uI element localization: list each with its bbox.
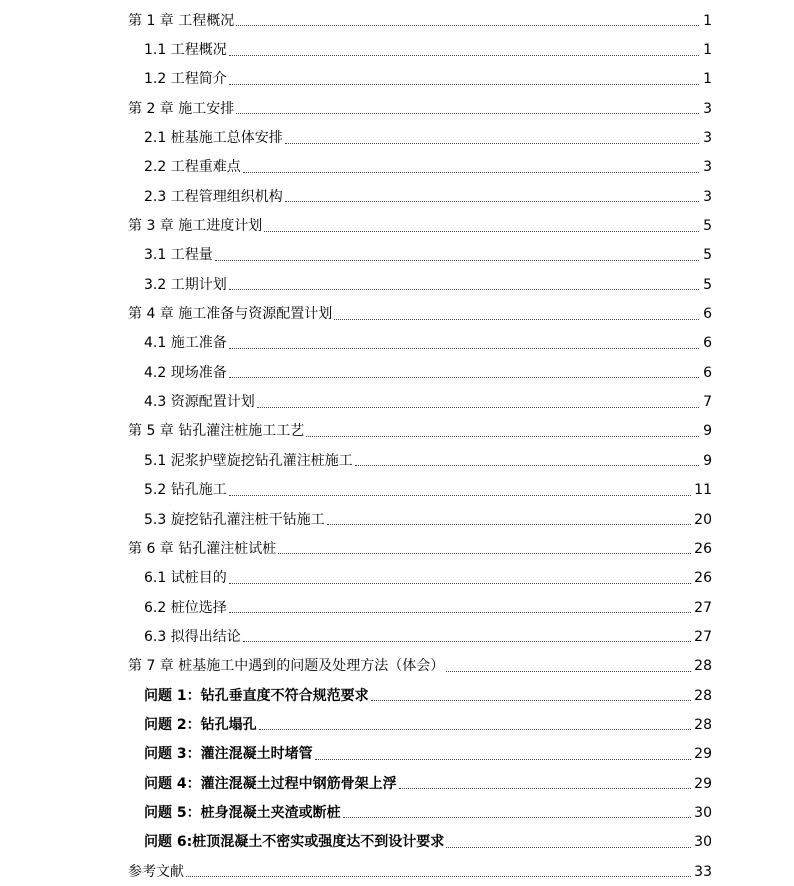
toc-dot-leader bbox=[355, 465, 699, 466]
toc-entry-title: 问题 5：桩身混凝土夹渣或断桩 bbox=[144, 804, 341, 821]
toc-dot-leader bbox=[446, 671, 691, 672]
toc-entry-title: 问题 1：钻孔垂直度不符合规范要求 bbox=[144, 687, 369, 704]
toc-section-entry[interactable] bbox=[128, 505, 712, 534]
toc-entry-title: 问题 2：钻孔塌孔 bbox=[144, 716, 257, 733]
toc-dot-leader bbox=[229, 495, 691, 496]
toc-entry-page-number: 3 bbox=[703, 130, 712, 147]
toc-entry-page-number: 6 bbox=[703, 335, 712, 352]
toc-entry-page-number: 5 bbox=[703, 276, 712, 293]
toc-entry-title: 问题 4：灌注混凝土过程中钢筋骨架上浮 bbox=[144, 775, 397, 792]
toc-entry-title: 4.3 资源配置计划 bbox=[144, 394, 255, 411]
toc-section-entry[interactable] bbox=[128, 182, 712, 211]
toc-section-entry[interactable] bbox=[128, 387, 712, 416]
toc-section-entry[interactable] bbox=[128, 270, 712, 299]
toc-entry-title: 4.1 施工准备 bbox=[144, 335, 227, 352]
toc-section-entry[interactable] bbox=[128, 828, 712, 857]
toc-entry-page-number: 1 bbox=[703, 71, 712, 88]
toc-entry-page-number: 30 bbox=[694, 834, 712, 851]
toc-entry-page-number: 27 bbox=[694, 628, 712, 645]
toc-section-entry[interactable] bbox=[128, 798, 712, 827]
toc-section-entry[interactable] bbox=[128, 65, 712, 94]
toc-dot-leader bbox=[229, 612, 691, 613]
toc-dot-leader bbox=[306, 436, 699, 437]
toc-dot-leader bbox=[278, 553, 691, 554]
toc-entry-title: 第 3 章 施工进度计划 bbox=[128, 218, 263, 235]
toc-section-entry[interactable] bbox=[128, 710, 712, 739]
toc-chapter-entry[interactable] bbox=[128, 211, 712, 240]
toc-entry-page-number: 9 bbox=[703, 452, 712, 469]
toc-entry-title: 参考文献 bbox=[128, 863, 184, 880]
toc-section-entry[interactable] bbox=[128, 241, 712, 270]
toc-entry-page-number: 6 bbox=[703, 306, 712, 323]
toc-entry-page-number: 5 bbox=[703, 218, 712, 235]
toc-section-entry[interactable] bbox=[128, 622, 712, 651]
toc-dot-leader bbox=[285, 201, 699, 202]
toc-section-entry[interactable] bbox=[128, 681, 712, 710]
toc-entry-page-number: 27 bbox=[694, 599, 712, 616]
toc-entry-title: 6.3 拟得出结论 bbox=[144, 628, 241, 645]
toc-entry-title: 3.1 工程量 bbox=[144, 247, 213, 264]
toc-chapter-entry[interactable] bbox=[128, 534, 712, 563]
toc-dot-leader bbox=[229, 84, 699, 85]
toc-section-entry[interactable] bbox=[128, 564, 712, 593]
toc-entry-title: 3.2 工期计划 bbox=[144, 276, 227, 293]
toc-dot-leader bbox=[215, 260, 699, 261]
toc-entry-page-number: 11 bbox=[694, 482, 712, 499]
toc-entry-page-number: 9 bbox=[703, 423, 712, 440]
toc-entry-title: 问题 3：灌注混凝土时堵管 bbox=[144, 746, 313, 763]
toc-entry-page-number: 5 bbox=[703, 247, 712, 264]
toc-entry-title: 1.1 工程概况 bbox=[144, 42, 227, 59]
table-of-contents bbox=[128, 6, 712, 886]
toc-dot-leader bbox=[229, 583, 691, 584]
toc-dot-leader bbox=[257, 407, 699, 408]
toc-dot-leader bbox=[186, 876, 691, 877]
toc-section-entry[interactable] bbox=[128, 446, 712, 475]
toc-dot-leader bbox=[327, 524, 691, 525]
toc-entry-title: 6.1 试桩目的 bbox=[144, 570, 227, 587]
toc-entry-title: 5.2 钻孔施工 bbox=[144, 482, 227, 499]
toc-dot-leader bbox=[334, 319, 699, 320]
toc-entry-title: 2.1 桩基施工总体安排 bbox=[144, 130, 283, 147]
toc-entry-title: 1.2 工程简介 bbox=[144, 71, 227, 88]
toc-section-entry[interactable] bbox=[128, 593, 712, 622]
toc-entry-title: 2.2 工程重难点 bbox=[144, 159, 241, 176]
toc-dot-leader bbox=[243, 172, 699, 173]
toc-entry-page-number: 20 bbox=[694, 511, 712, 528]
toc-section-entry[interactable] bbox=[128, 123, 712, 152]
toc-entry-page-number: 1 bbox=[703, 42, 712, 59]
toc-section-entry[interactable] bbox=[128, 476, 712, 505]
toc-dot-leader bbox=[229, 348, 699, 349]
toc-dot-leader bbox=[229, 377, 699, 378]
toc-dot-leader bbox=[264, 231, 699, 232]
toc-entry-page-number: 26 bbox=[694, 570, 712, 587]
toc-chapter-entry[interactable] bbox=[128, 6, 712, 35]
toc-dot-leader bbox=[446, 847, 691, 848]
toc-dot-leader bbox=[343, 817, 692, 818]
toc-entry-page-number: 26 bbox=[694, 540, 712, 557]
toc-entry-title: 第 5 章 钻孔灌注桩施工工艺 bbox=[128, 423, 305, 440]
toc-entry-page-number: 28 bbox=[694, 687, 712, 704]
toc-dot-leader bbox=[315, 759, 692, 760]
toc-dot-leader bbox=[243, 641, 691, 642]
toc-section-entry[interactable] bbox=[128, 35, 712, 64]
toc-section-entry[interactable] bbox=[128, 329, 712, 358]
toc-chapter-entry[interactable] bbox=[128, 417, 712, 446]
toc-dot-leader bbox=[285, 143, 699, 144]
toc-entry-title: 4.2 现场准备 bbox=[144, 364, 227, 381]
toc-dot-leader bbox=[371, 700, 692, 701]
toc-dot-leader bbox=[229, 55, 699, 56]
toc-entry-page-number: 3 bbox=[703, 100, 712, 117]
toc-entry-page-number: 28 bbox=[694, 658, 712, 675]
toc-chapter-entry[interactable] bbox=[128, 299, 712, 328]
toc-section-entry[interactable] bbox=[128, 740, 712, 769]
toc-entry-title: 第 6 章 钻孔灌注桩试桩 bbox=[128, 540, 277, 557]
toc-dot-leader bbox=[236, 25, 699, 26]
toc-entry-page-number: 29 bbox=[694, 746, 712, 763]
toc-entry-title: 2.3 工程管理组织机构 bbox=[144, 188, 283, 205]
toc-entry-title: 第 7 章 桩基施工中遇到的问题及处理方法（体会） bbox=[128, 658, 445, 675]
toc-chapter-entry[interactable] bbox=[128, 94, 712, 123]
toc-entry-page-number: 30 bbox=[694, 804, 712, 821]
toc-section-entry[interactable] bbox=[128, 153, 712, 182]
toc-entry-page-number: 3 bbox=[703, 159, 712, 176]
toc-entry-page-number: 3 bbox=[703, 188, 712, 205]
toc-entry-title: 6.2 桩位选择 bbox=[144, 599, 227, 616]
toc-entry-title: 第 1 章 工程概况 bbox=[128, 12, 235, 29]
toc-dot-leader bbox=[236, 113, 699, 114]
toc-entry-title: 问题 6:桩顶混凝土不密实或强度达不到设计要求 bbox=[144, 834, 445, 851]
toc-entry-title: 5.1 泥浆护壁旋挖钻孔灌注桩施工 bbox=[144, 452, 353, 469]
toc-entry-title: 第 2 章 施工安排 bbox=[128, 100, 235, 117]
toc-section-entry[interactable] bbox=[128, 769, 712, 798]
toc-entry-page-number: 29 bbox=[694, 775, 712, 792]
toc-entry-page-number: 1 bbox=[703, 12, 712, 29]
toc-entry-page-number: 7 bbox=[703, 394, 712, 411]
toc-entry-title: 5.3 旋挖钻孔灌注桩干钻施工 bbox=[144, 511, 325, 528]
toc-dot-leader bbox=[229, 289, 699, 290]
toc-entry-page-number: 33 bbox=[694, 863, 712, 880]
toc-dot-leader bbox=[399, 788, 692, 789]
toc-entry-page-number: 28 bbox=[694, 716, 712, 733]
toc-entry-page-number: 6 bbox=[703, 364, 712, 381]
toc-dot-leader bbox=[259, 729, 692, 730]
toc-chapter-entry[interactable] bbox=[128, 857, 712, 886]
toc-chapter-entry[interactable] bbox=[128, 652, 712, 681]
toc-section-entry[interactable] bbox=[128, 358, 712, 387]
toc-entry-title: 第 4 章 施工准备与资源配置计划 bbox=[128, 306, 333, 323]
